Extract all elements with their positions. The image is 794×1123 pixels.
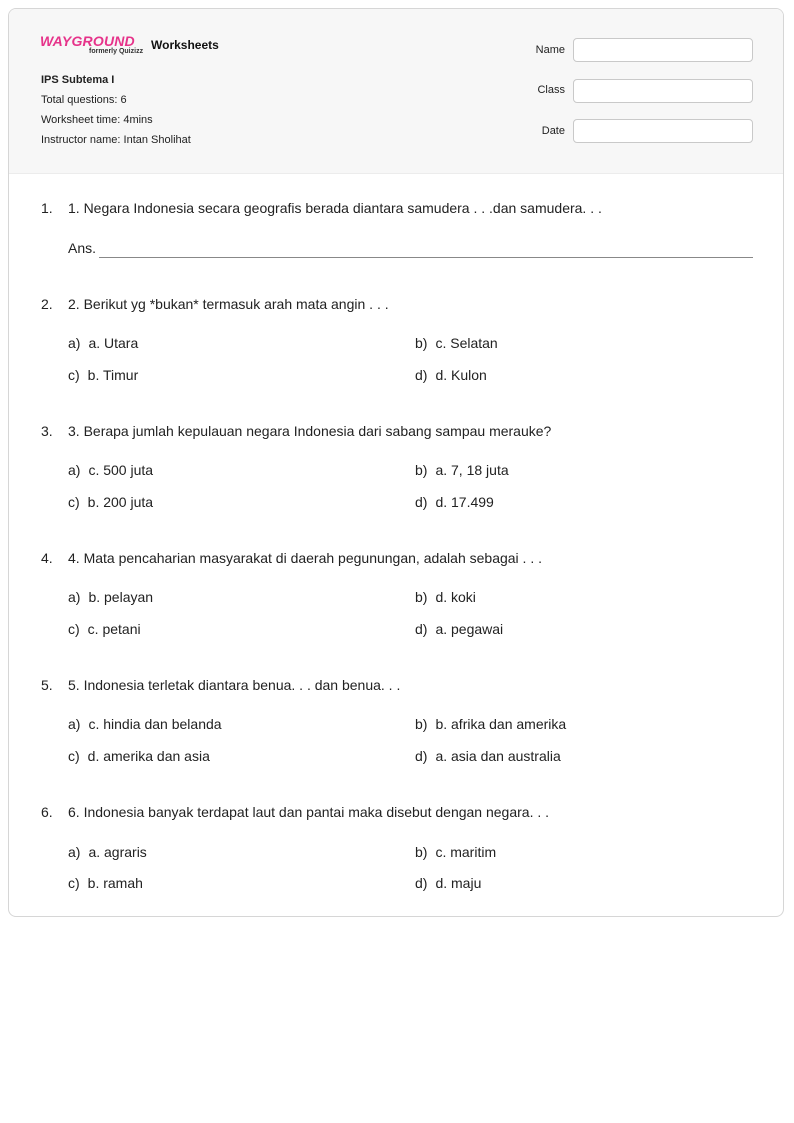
option-letter: d) [415,875,428,891]
option-text: a. pegawai [435,621,504,637]
option-b [415,335,498,351]
option-letter: b) [415,335,428,351]
option-text: d. Kulon [435,367,487,383]
option-text: d. koki [435,589,476,605]
option-text: c. 500 juta [88,462,154,478]
question-number: 6. [41,804,53,820]
instructor-name: Instructor name: Intan Sholihat [41,134,191,146]
option-letter: b) [415,844,428,860]
option-c [68,494,153,510]
option-a [68,589,153,605]
option-d [415,875,481,891]
question-text: 5. Indonesia terletak diantara benua. . . dan benua. . . [68,677,401,693]
logo-subtitle: formerly Quizizz [89,48,144,55]
name-label: Name [535,44,565,56]
option-text: b. 200 juta [87,494,154,510]
option-letter: c) [68,621,80,637]
question-text: 4. Mata pencaharian masyarakat di daerah pegunungan, adalah sebagai . . . [68,550,542,566]
option-letter: d) [415,748,428,764]
option-letter: a) [68,844,81,860]
question-number: 5. [41,677,53,693]
option-letter: a) [68,716,81,732]
option-letter: a) [68,462,81,478]
worksheet-time: Worksheet time: 4mins [41,114,153,126]
question-number: 1. [41,200,53,216]
question-number: 2. [41,296,53,312]
option-d [415,367,487,383]
question-text: 2. Berikut yg *bukan* termasuk arah mata angin . . . [68,296,389,312]
question-number: 4. [41,550,53,566]
option-letter: a) [68,335,81,351]
option-d [415,494,494,510]
date-field[interactable] [573,119,753,143]
total-questions: Total questions: 6 [41,94,127,106]
option-text: c. petani [87,621,141,637]
option-text: b. pelayan [88,589,154,605]
option-a [68,462,153,478]
option-text: b. afrika dan amerika [435,716,567,732]
option-letter: a) [68,589,81,605]
worksheet-header [9,9,784,174]
option-text: b. ramah [87,875,143,891]
answer-label: Ans. [68,240,97,256]
option-text: c. hindia dan belanda [88,716,222,732]
option-letter: b) [415,462,428,478]
option-letter: c) [68,494,80,510]
option-d [415,621,503,637]
worksheet-title: IPS Subtema I [41,74,115,86]
logo-wordmark: WAYGROUND [40,33,135,49]
question-text: 3. Berapa jumlah kepulauan negara Indonesia dari sabang sampau merauke? [68,423,552,439]
option-b [415,462,509,478]
date-label: Date [541,125,565,137]
option-b [415,589,476,605]
option-c [68,875,143,891]
option-text: a. asia dan australia [435,748,561,764]
option-c [68,367,138,383]
wayground-logo [40,33,144,63]
option-letter: c) [68,748,80,764]
answer-line[interactable] [99,257,753,258]
question-number: 3. [41,423,53,439]
option-text: d. maju [435,875,482,891]
option-a [68,716,222,732]
option-b [415,844,496,860]
option-c [68,621,141,637]
option-text: c. Selatan [435,335,498,351]
option-a [68,335,138,351]
name-field[interactable] [573,38,753,62]
option-text: a. 7, 18 juta [435,462,509,478]
class-field[interactable] [573,79,753,103]
option-letter: d) [415,494,428,510]
option-c [68,748,210,764]
option-letter: c) [68,875,80,891]
option-a [68,844,147,860]
class-label: Class [537,84,565,96]
option-text: b. Timur [87,367,139,383]
option-d [415,748,561,764]
question-text: 6. Indonesia banyak terdapat laut dan pantai maka disebut dengan negara. . . [68,804,550,820]
worksheet [8,8,784,917]
option-text: a. Utara [88,335,139,351]
option-letter: d) [415,621,428,637]
option-b [415,716,566,732]
option-text: d. amerika dan asia [87,748,210,764]
option-letter: d) [415,367,428,383]
option-text: d. 17.499 [435,494,494,510]
option-text: a. agraris [88,844,147,860]
option-text: c. maritim [435,844,497,860]
option-letter: c) [68,367,80,383]
option-letter: b) [415,589,428,605]
question-text: 1. Negara Indonesia secara geografis berada diantara samudera . . .dan samudera. . . [68,200,602,216]
option-letter: b) [415,716,428,732]
brand-label: Worksheets [151,38,219,52]
